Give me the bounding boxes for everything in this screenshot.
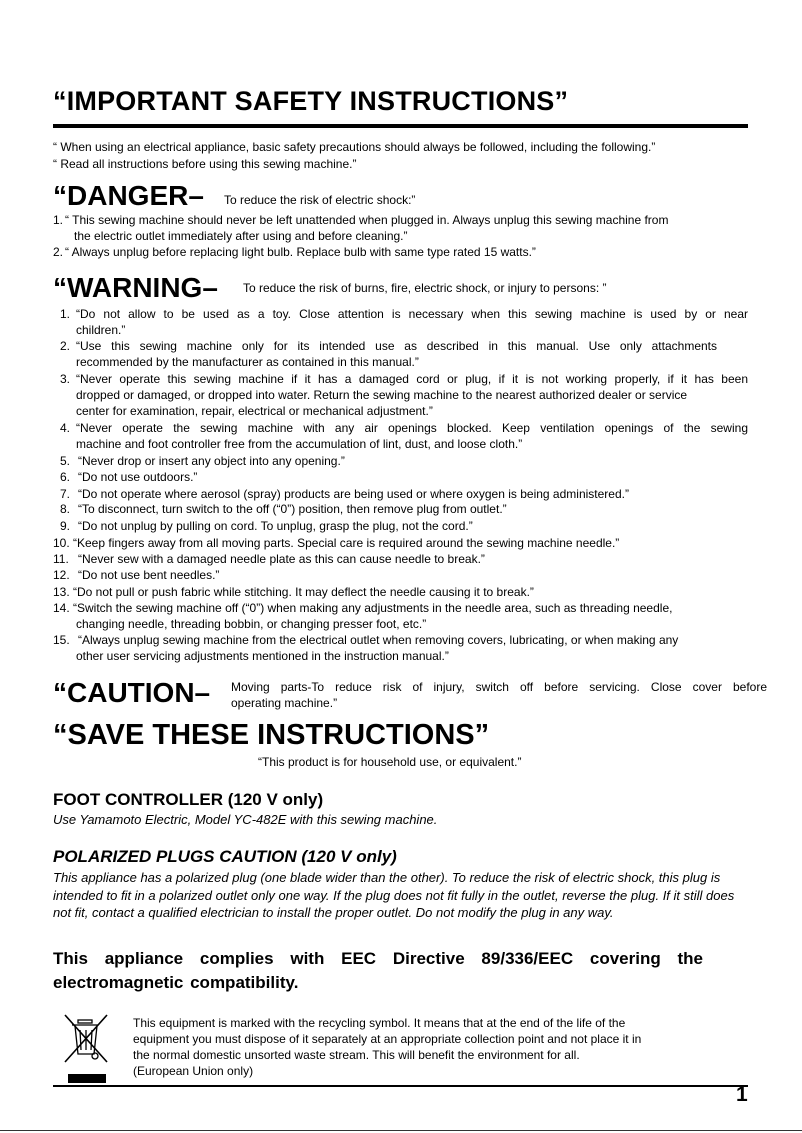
item-number: 8. — [60, 502, 71, 516]
eec-compliance-statement: This appliance complies with EEC Directive 89/336/EEC covering the electromagnetic compatibility. — [53, 949, 703, 992]
item-line: machine and foot controller free from the accumulation of lint, dust, and loose cloth.” — [76, 437, 523, 451]
warning-item-9 — [60, 518, 748, 534]
foot-controller-text: Use Yamamoto Electric, Model YC-482E with this sewing machine. — [53, 812, 438, 827]
page-edge-line — [0, 1130, 802, 1131]
item-number: 13. — [53, 585, 70, 599]
warning-item-3 — [60, 371, 748, 419]
item-line: “ Always unplug before replacing light bulb. Replace bulb with same type rated 15 watts.” — [65, 245, 536, 259]
item-line: “Do not allow to be used as a toy. Close attention is necessary when this sewing machine is used by or near — [76, 307, 748, 321]
danger-item-2 — [53, 244, 748, 260]
warning-label: “WARNING– — [53, 272, 218, 303]
item-line: “Keep fingers away from all moving parts. Special care is required around the sewing machine needle.” — [73, 536, 620, 550]
item-number: 14. — [53, 601, 70, 615]
caution-line: Moving parts-To reduce risk of injury, switch off before servicing. Close cover before — [231, 680, 767, 694]
item-number: 12. — [53, 568, 70, 582]
danger-subtitle: To reduce the risk of electric shock:” — [224, 193, 416, 207]
warning-item-5 — [60, 453, 748, 469]
crossed-out-wheelie-bin-icon — [63, 1012, 111, 1084]
item-line: “Do not use outdoors.” — [78, 470, 198, 484]
item-number: 1. — [60, 307, 71, 321]
item-number: 5. — [60, 454, 71, 468]
bottom-divider — [53, 1085, 748, 1087]
recycling-line: equipment you must dispose of it separately at an appropriate collection point and not place it in — [133, 1032, 642, 1046]
item-line: “To disconnect, turn switch to the off (“0”) position, then remove plug from outlet.” — [78, 502, 507, 516]
warning-item-2 — [60, 338, 748, 370]
caution-text — [231, 679, 767, 711]
household-use-note: “This product is for household use, or equivalent.” — [258, 755, 522, 769]
recycling-line: the normal domestic unsorted waste stream. This will benefit the environment for all. — [133, 1048, 580, 1062]
item-line: center for examination, repair, electrical or mechanical adjustment.” — [76, 404, 433, 418]
intro-line-1: “ When using an electrical appliance, basic safety precautions should always be followed, including the following.” — [53, 140, 656, 154]
warning-item-1 — [60, 306, 748, 338]
item-line: children.” — [76, 323, 126, 337]
foot-controller-heading: FOOT CONTROLLER (120 V only) — [53, 790, 324, 809]
warning-item-14 — [53, 600, 748, 632]
page-number: 1 — [736, 1083, 748, 1106]
item-number: 6. — [60, 470, 71, 484]
item-line: recommended by the manufacturer as contained in this manual.” — [76, 355, 419, 369]
page-title: “IMPORTANT SAFETY INSTRUCTIONS” — [53, 86, 569, 116]
danger-label: “DANGER– — [53, 180, 204, 211]
recycling-line: (European Union only) — [133, 1064, 254, 1078]
item-line: “Do not unplug by pulling on cord. To unplug, grasp the plug, not the cord.” — [78, 519, 473, 533]
item-number: 1. — [53, 213, 64, 227]
warning-item-15 — [53, 632, 748, 664]
caution-line: operating machine.” — [231, 696, 338, 710]
warning-item-11 — [53, 551, 748, 567]
item-line: “Never drop or insert any object into any opening.” — [78, 454, 345, 468]
item-number: 2. — [60, 339, 71, 353]
item-line: the electric outlet immediately after using and before cleaning.” — [74, 229, 408, 243]
item-line: “ This sewing machine should never be left unattended when plugged in. Always unplug this sewing machine from — [65, 213, 669, 227]
item-number: 15. — [53, 633, 70, 647]
save-instructions-heading: “SAVE THESE INSTRUCTIONS” — [53, 719, 490, 751]
caution-label: “CAUTION– — [53, 677, 211, 708]
polarized-plugs-heading: POLARIZED PLUGS CAUTION (120 V only) — [53, 847, 397, 866]
item-line: “Use this sewing machine only for its intended use as described in this manual. Use only attachments — [76, 339, 717, 353]
title-divider — [53, 124, 748, 128]
item-line: changing needle, threading bobbin, or changing presser foot, etc.” — [76, 617, 427, 631]
recycling-line: This equipment is marked with the recycling symbol. It means that at the end of the life of the — [133, 1016, 626, 1030]
item-number: 7. — [60, 487, 71, 501]
warning-item-8 — [60, 501, 748, 517]
item-line: “Never sew with a damaged needle plate as this can cause needle to break.” — [78, 552, 485, 566]
item-line: other user servicing adjustments mentioned in the instruction manual.” — [76, 649, 449, 663]
item-number: 2. — [53, 245, 64, 259]
item-number: 10. — [53, 536, 70, 550]
item-line: “Do not operate where aerosol (spray) products are being used or where oxygen is being administered.” — [78, 487, 629, 501]
item-number: 4. — [60, 421, 71, 435]
item-line: “Never operate the sewing machine with any air openings blocked. Keep ventilation openings of the sewing — [76, 421, 748, 435]
item-line: “Switch the sewing machine off (“0”) when making any adjustments in the needle area, such as threading needle, — [73, 601, 673, 615]
item-line: “Do not use bent needles.” — [78, 568, 220, 582]
recycling-notice — [133, 1015, 713, 1079]
warning-item-13 — [53, 584, 748, 600]
item-line: “Do not pull or push fabric while stitching. It may deflect the needle causing it to break.” — [73, 585, 534, 599]
warning-subtitle: To reduce the risk of burns, fire, electric shock, or injury to persons: ” — [243, 281, 607, 295]
warning-item-6 — [60, 469, 748, 485]
warning-item-12 — [53, 567, 748, 583]
item-number: 11. — [53, 552, 69, 566]
item-line: “Never operate this sewing machine if it has a damaged cord or plug, if it is not working properly, if it has been — [76, 372, 748, 386]
item-number: 9. — [60, 519, 71, 533]
item-line: “Always unplug sewing machine from the electrical outlet when removing covers, lubricating, or when making any — [78, 633, 679, 647]
polarized-plugs-text: This appliance has a polarized plug (one blade wider than the other). To reduce the risk of electric shock, this plug is intended to fit in a polarized outlet only one way. If the plug does not fit fully in the outlet, reverse the plug. If it still does not fit, contact a qualified electrician to install the proper outlet. Do not modify the plug in any way. — [53, 870, 735, 920]
item-line: dropped or damaged, or dropped into water. Return the sewing machine to the nearest authorized dealer or service — [76, 388, 688, 402]
warning-item-7 — [60, 486, 748, 502]
intro-line-2: “ Read all instructions before using this sewing machine.” — [53, 157, 357, 171]
warning-item-4 — [60, 420, 748, 452]
item-number: 3. — [60, 372, 71, 386]
danger-item-1 — [53, 212, 748, 244]
warning-item-10 — [53, 535, 748, 551]
